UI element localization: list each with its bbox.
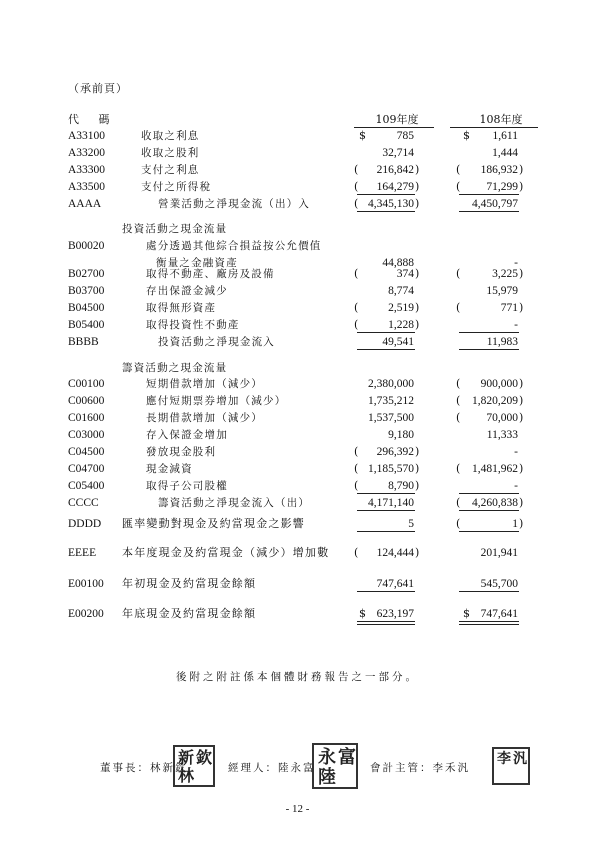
row-code: C04700	[68, 463, 105, 475]
value-108: 1,444	[492, 147, 518, 159]
dollar-sign: $	[463, 129, 470, 142]
row-code: BBBB	[68, 336, 99, 348]
seal-character: 陸	[318, 767, 336, 788]
paren-open: (	[456, 377, 461, 390]
value-108: 1	[512, 518, 518, 530]
row-description: 取得不動產、廠房及設備	[146, 268, 275, 280]
row-code: B02700	[68, 268, 105, 280]
row-code: AAAA	[68, 198, 102, 210]
row-description: 應付短期票券增加（減少）	[146, 395, 287, 407]
table-row	[0, 606, 595, 622]
subtotal-rule-108	[459, 531, 519, 532]
accountant-signature-label: 會計主管：李禾汎	[370, 762, 470, 774]
subtotal-rule-108	[459, 332, 519, 333]
seal-glyph	[317, 748, 357, 788]
value-109: 49,541	[382, 336, 414, 348]
total-rule-108	[459, 349, 519, 350]
paren-open: (	[354, 479, 359, 492]
seal-character: 新	[177, 748, 194, 767]
paren-open: (	[456, 267, 461, 280]
value-108: 4,260,838	[472, 497, 518, 509]
value-108: 186,932	[480, 164, 518, 176]
row-code: B03700	[68, 285, 105, 297]
row-code: C04500	[68, 446, 105, 458]
section-header-row	[0, 221, 595, 237]
table-row	[0, 128, 595, 144]
page-number: - 12 -	[285, 803, 310, 815]
paren-open: (	[456, 180, 461, 193]
year-109-header: 109年度	[375, 113, 419, 126]
row-code: A33100	[68, 130, 106, 142]
value-108: 4,450,797	[472, 198, 518, 210]
row-code: CCCC	[68, 497, 99, 509]
row-code: A33500	[68, 181, 106, 193]
value-109: 1,185,570	[368, 463, 414, 475]
value-109: 1,537,500	[368, 412, 414, 424]
row-description: 取得投資性不動產	[146, 319, 240, 331]
paren-close: )	[519, 377, 524, 390]
value-108: -	[514, 319, 518, 331]
section-header-row	[0, 360, 595, 376]
table-row	[0, 283, 595, 299]
row-code: EEEE	[68, 547, 97, 559]
table-row	[0, 516, 595, 532]
value-108: 1,820,209	[472, 395, 518, 407]
paren-close: )	[519, 180, 524, 193]
row-code: A33300	[68, 164, 106, 176]
row-description: 取得子公司股權	[146, 480, 228, 492]
seal-character: 李	[497, 751, 511, 767]
table-row	[0, 427, 595, 443]
paren-open: (	[456, 301, 461, 314]
row-code: E00200	[68, 608, 104, 620]
value-109: 2,519	[388, 302, 414, 314]
row-description: 發放現金股利	[146, 446, 217, 458]
row-description: 支付之所得稅	[141, 181, 212, 193]
value-108: 11,983	[486, 336, 518, 348]
table-row	[0, 317, 595, 333]
section-title: 投資活動之現金流量	[122, 223, 228, 235]
value-109: 9,180	[388, 429, 414, 441]
value-108: 1,611	[492, 130, 518, 142]
subtotal-rule-109	[357, 591, 415, 592]
code-column-header: 代 碼	[68, 113, 118, 126]
paren-open: (	[456, 411, 461, 424]
value-109: 124,444	[376, 547, 414, 559]
value-109: 216,842	[376, 164, 414, 176]
value-108: -	[514, 257, 518, 269]
paren-close: )	[415, 197, 420, 210]
table-row	[0, 393, 595, 409]
total-rule-108	[459, 211, 519, 212]
paren-open: (	[354, 163, 359, 176]
value-109: 1,228	[388, 319, 414, 331]
table-row	[0, 410, 595, 426]
row-description: 處分透過其他綜合損益按公允價值	[146, 240, 322, 252]
dollar-sign: $	[359, 129, 366, 142]
table-row	[0, 334, 595, 350]
row-description: 衡量之金融資產	[156, 257, 238, 269]
row-description: 現金減資	[146, 463, 193, 475]
chairman-signature-label: 董事長：林新欽	[100, 762, 188, 774]
row-description: 年底現金及約當現金餘額	[122, 607, 257, 620]
row-description: 營業活動之淨現金流（出）入	[158, 198, 311, 210]
subtotal-rule-109	[357, 531, 415, 532]
paren-close: )	[415, 479, 420, 492]
table-row	[0, 478, 595, 494]
grand-total-double-rule-108	[459, 621, 519, 625]
table-row	[0, 444, 595, 460]
value-109: 44,888	[382, 257, 414, 269]
seal-character: 富	[338, 747, 356, 768]
seal-glyph	[177, 749, 213, 785]
table-row	[0, 461, 595, 477]
value-109: 747,641	[376, 578, 414, 590]
value-108: 11,333	[486, 429, 518, 441]
row-code: C05400	[68, 480, 105, 492]
row-description: 存入保證金增加	[146, 429, 228, 441]
row-code: B04500	[68, 302, 105, 314]
table-row	[0, 179, 595, 195]
paren-close: )	[415, 546, 420, 559]
paren-close: )	[519, 411, 524, 424]
paren-open: (	[354, 301, 359, 314]
value-109: 2,380,000	[368, 378, 414, 390]
paren-open: (	[456, 517, 461, 530]
chairman-seal-icon	[173, 745, 215, 787]
row-code: E00100	[68, 578, 104, 590]
value-109: 623,197	[376, 608, 414, 620]
paren-open: (	[354, 267, 359, 280]
value-109: 296,392	[376, 446, 414, 458]
row-description: 支付之利息	[141, 164, 200, 176]
row-description: 收取之股利	[141, 147, 200, 159]
value-108: 70,000	[486, 412, 518, 424]
value-108: 545,700	[480, 578, 518, 590]
paren-close: )	[415, 318, 420, 331]
paren-open: (	[354, 445, 359, 458]
value-109: 1,735,212	[368, 395, 414, 407]
continued-label: （承前頁）	[68, 82, 128, 95]
table-row	[0, 576, 595, 592]
value-108: 1,481,962	[472, 463, 518, 475]
value-108: 900,000	[480, 378, 518, 390]
paren-close: )	[415, 462, 420, 475]
grand-total-double-rule-109	[357, 621, 415, 625]
table-row	[0, 145, 595, 161]
seal-character: 林	[177, 766, 194, 785]
row-description: 年初現金及約當現金餘額	[122, 577, 257, 590]
table-row	[0, 266, 595, 282]
paren-close: )	[519, 462, 524, 475]
table-row	[0, 495, 595, 511]
row-description: 投資活動之淨現金流入	[158, 336, 275, 348]
paren-close: )	[519, 163, 524, 176]
subtotal-rule-108	[459, 194, 519, 195]
dollar-sign: $	[463, 607, 470, 620]
value-108: 15,979	[486, 285, 518, 297]
table-row	[0, 300, 595, 316]
year-108-header: 108年度	[479, 113, 523, 126]
seal-glyph	[496, 751, 528, 767]
paren-open: (	[354, 462, 359, 475]
paren-close: )	[415, 180, 420, 193]
row-description: 取得無形資產	[146, 302, 217, 314]
subtotal-rule-109	[357, 493, 415, 494]
subtotal-rule-109	[357, 332, 415, 333]
paren-close: )	[519, 301, 524, 314]
table-row	[0, 376, 595, 392]
value-108: -	[514, 446, 518, 458]
row-code: C03000	[68, 429, 105, 441]
paren-open: (	[456, 394, 461, 407]
paren-close: )	[519, 517, 524, 530]
row-description: 本年度現金及約當現金（減少）增加數	[122, 546, 330, 559]
value-109: 5	[408, 518, 414, 530]
table-row	[0, 545, 595, 561]
paren-close: )	[415, 267, 420, 280]
row-code: DDDD	[68, 518, 102, 530]
table-row	[0, 196, 595, 212]
row-code: C00600	[68, 395, 105, 407]
value-109: 8,790	[388, 480, 414, 492]
dollar-sign: $	[359, 607, 366, 620]
row-description: 長期借款增加（減少）	[146, 412, 263, 424]
footnote: 後附之附註係本個體財務報告之一部分。	[176, 671, 419, 683]
total-rule-109	[357, 211, 415, 212]
total-rule-109	[357, 510, 415, 511]
paren-close: )	[519, 267, 524, 280]
seal-character: 欽	[195, 748, 212, 767]
row-description: 收取之利息	[141, 130, 200, 142]
row-code: B05400	[68, 319, 105, 331]
row-code: B00020	[68, 240, 105, 252]
manager-signature-label: 經理人：陸永富	[228, 762, 316, 774]
subtotal-rule-109	[357, 194, 415, 195]
value-109: 32,714	[382, 147, 414, 159]
row-code: C00100	[68, 378, 105, 390]
value-109: 4,171,140	[368, 497, 414, 509]
manager-seal-icon	[312, 743, 358, 789]
row-description: 籌資活動之淨現金流入（出）	[158, 497, 311, 509]
value-108: 3,225	[492, 268, 518, 280]
paren-open: (	[354, 180, 359, 193]
value-108: -	[514, 480, 518, 492]
accountant-seal-icon	[492, 747, 530, 785]
value-109: 785	[396, 130, 414, 142]
row-code: C01600	[68, 412, 105, 424]
paren-open: (	[354, 546, 359, 559]
row-description: 匯率變動對現金及約當現金之影響	[122, 517, 305, 530]
total-rule-108	[459, 510, 519, 511]
section-title: 籌資活動之現金流量	[122, 362, 228, 374]
value-109: 8,774	[388, 285, 414, 297]
value-108: 201,941	[480, 547, 518, 559]
paren-close: )	[415, 163, 420, 176]
paren-open: (	[456, 496, 461, 509]
paren-open: (	[354, 197, 359, 210]
row-description: 存出保證金減少	[146, 285, 228, 297]
paren-open: (	[456, 462, 461, 475]
table-row	[0, 238, 595, 254]
seal-character: 汎	[513, 751, 527, 767]
value-109: 164,279	[376, 181, 414, 193]
paren-close: )	[415, 301, 420, 314]
row-code: A33200	[68, 147, 106, 159]
value-108: 747,641	[480, 608, 518, 620]
total-rule-109	[357, 349, 415, 350]
seal-character: 永	[318, 747, 336, 768]
row-description: 短期借款增加（減少）	[146, 378, 263, 390]
value-109: 374	[396, 268, 414, 280]
paren-open: (	[456, 163, 461, 176]
paren-open: (	[354, 318, 359, 331]
paren-close: )	[415, 445, 420, 458]
value-109: 4,345,130	[368, 198, 414, 210]
subtotal-rule-108	[459, 493, 519, 494]
table-row	[0, 162, 595, 178]
value-108: 771	[500, 302, 518, 314]
paren-close: )	[519, 394, 524, 407]
subtotal-rule-108	[459, 591, 519, 592]
value-108: 71,299	[486, 181, 518, 193]
paren-close: )	[519, 496, 524, 509]
